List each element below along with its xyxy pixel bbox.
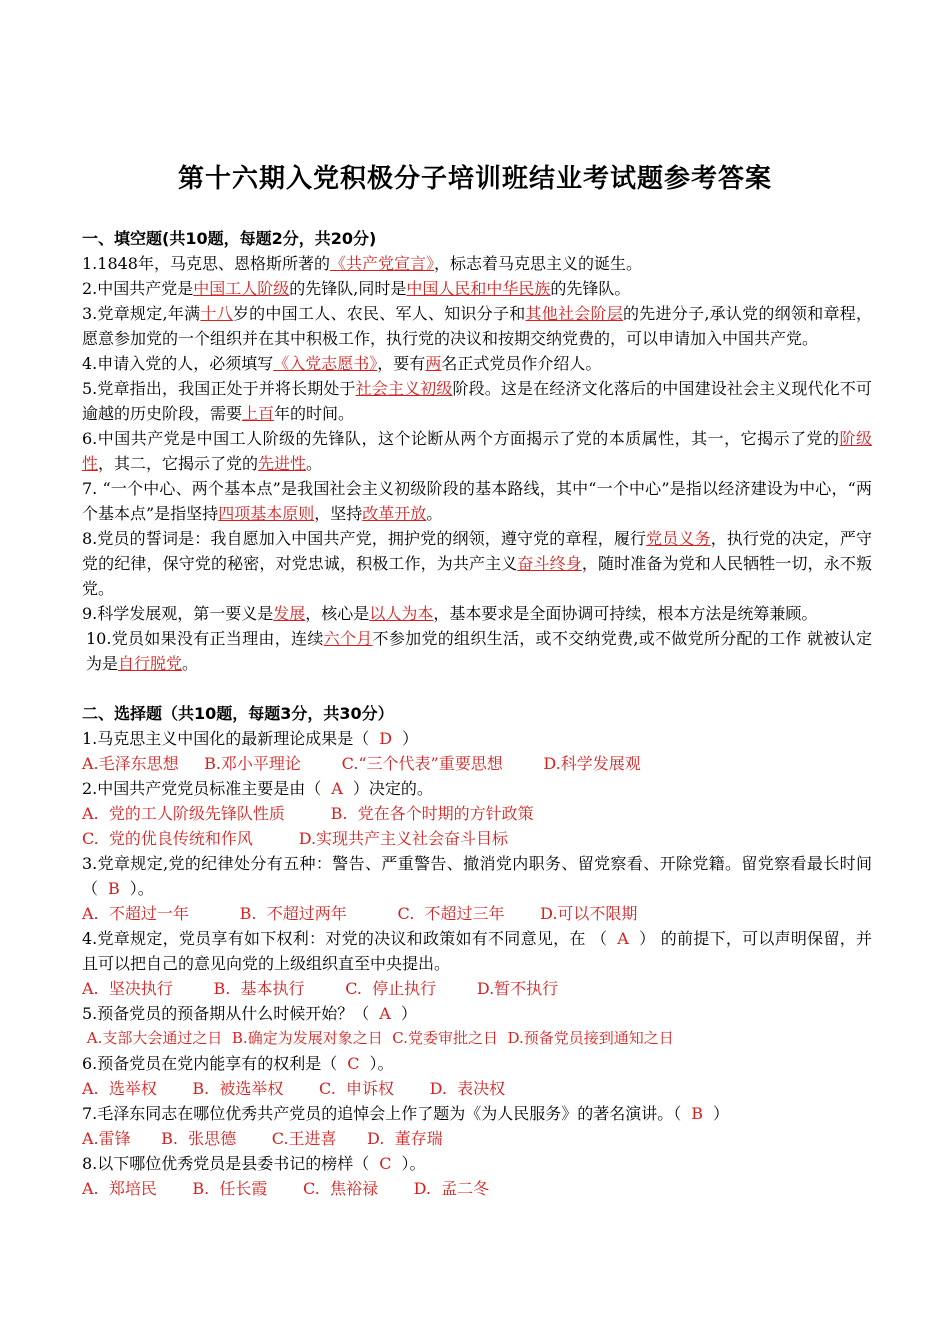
question-text: 2.中国共产党党员标准主要是由（	[82, 779, 322, 798]
choice-question-6	[82, 1051, 872, 1076]
answer-letter: C	[347, 1054, 360, 1073]
fill-question-7	[82, 476, 872, 526]
question-text: ） 的前提下，可以声明保留，并且可以把自己的意见向党的上级组织直至中央提出。	[82, 929, 872, 973]
answer-blank: 中国工人阶级	[193, 279, 290, 298]
fill-question-5	[82, 376, 872, 426]
answer-blank: 社会主义初级	[355, 379, 453, 398]
question-text: 不参加党的组织生活，或不交纳党费,或不做党所分配的工作 就被认定为是	[86, 629, 872, 673]
question-text: 9.科学发展观，第一要义是	[82, 604, 274, 623]
choice-options-3: A. 不超过一年 B. 不超过两年 C. 不超过三年 D.可以不限期	[82, 904, 638, 923]
question-text: 10.党员如果没有正当理由，连续	[86, 629, 324, 648]
choice-question-1	[82, 726, 872, 751]
choice-options-2b: C. 党的优良传统和作风 D.实现共产主义社会奋斗目标	[82, 829, 509, 848]
question-text: ，核心是	[305, 604, 370, 623]
question-text: 年的时间。	[274, 404, 355, 423]
question-text: 的先锋队,同时是	[289, 279, 407, 298]
section-choice-heading: 二、选择题（共10题，每题3分，共30分）	[82, 704, 394, 723]
question-text: 4.党章规定，党员享有如下权利：对党的决议和政策如有不同意见，在 （	[82, 929, 608, 948]
spacer	[82, 676, 872, 701]
answer-letter: B	[691, 1104, 704, 1123]
fill-question-4	[82, 351, 872, 376]
question-text: ，执行党的决定，严守党的纪律，保守党的秘密，对党忠诚，积极工作，为共产主义	[82, 529, 872, 573]
fill-question-8	[82, 526, 872, 601]
question-text: 3.党章规定,年满	[82, 304, 201, 323]
answer-blank: 两	[425, 354, 442, 373]
page-title: 第十六期入党积极分子培训班结业考试题参考答案	[177, 164, 772, 194]
section-fill-blank-heading: 一、填空题(共10题，每题2分，共20分)	[82, 229, 377, 248]
question-text: 。	[182, 654, 199, 673]
question-text: 5.预备党员的预备期从什么时候开始？（	[82, 1004, 370, 1023]
answer-blank: 党员义务	[646, 529, 711, 548]
choice-options-7: A.雷锋 B. 张思德 C.王进喜 D. 董存瑞	[82, 1129, 443, 1148]
choice-question-4	[82, 926, 872, 976]
question-text: 4.申请入党的人，必须填写	[82, 354, 274, 373]
question-text: ）	[402, 729, 419, 748]
choice-options-4: A. 坚决执行 B. 基本执行 C. 停止执行 D.暂不执行	[82, 979, 559, 998]
question-text: 。	[426, 504, 443, 523]
fill-question-9	[82, 601, 872, 626]
choice-question-3	[82, 851, 872, 901]
answer-letter: B	[108, 879, 120, 898]
question-text: 7.毛泽东同志在哪位优秀共产党员的追悼会上作了题为《为人民服务》的著名演讲。（	[82, 1104, 682, 1123]
fill-question-10	[82, 626, 872, 676]
answer-letter: D	[379, 729, 393, 748]
choice-options-8: A. 郑培民 B. 任长霞 C. 焦裕禄 D. 孟二冬	[82, 1179, 490, 1198]
question-text: 2.中国共产党是	[82, 279, 194, 298]
answer-blank: 奋斗终身	[517, 554, 582, 573]
answer-letter: A	[379, 1004, 391, 1023]
answer-blank: 六个月	[323, 629, 373, 648]
answer-blank: 以人为本	[369, 604, 434, 623]
choice-question-2	[82, 776, 872, 801]
question-text: 岁的中国工人、农民、军人、知识分子和	[232, 304, 526, 323]
question-text: ，基本要求是全面协调可持续，根本方法是统筹兼顾。	[433, 604, 818, 623]
choice-question-8	[82, 1151, 872, 1176]
answer-blank: 十八	[200, 304, 233, 323]
question-text: 5.党章指出，我国正处于并将长期处于	[82, 379, 356, 398]
question-text: 8.党员的誓词是：我自愿加入中国共产党，拥护党的纲领，遵守党的章程，履行	[82, 529, 647, 548]
answer-blank: 中国人民和中华民族	[406, 279, 551, 298]
answer-blank: 阶级性	[82, 429, 872, 473]
question-text: 3.党章规定,党的纪律处分有五种：警告、严重警告、撤消党内职务、留党察看、开除党籍。留党察看最长时间（	[82, 854, 872, 898]
question-text: 6.预备党员在党内能享有的权利是（	[82, 1054, 338, 1073]
fill-question-6	[82, 426, 872, 476]
question-text: 阶段。这是在经济文化落后的中国建设社会主义现代化不可逾越的历史阶段，需要	[82, 379, 872, 423]
choice-question-5	[82, 1001, 872, 1026]
question-text: ）决定的。	[352, 779, 433, 798]
answer-blank: 上百	[242, 404, 275, 423]
answer-letter: A	[331, 779, 343, 798]
choice-options-6: A. 选举权 B. 被选举权 C. 申诉权 D. 表决权	[82, 1079, 506, 1098]
question-text: 7. “一个中心、两个基本点”是我国社会主义初级阶段的基本路线，其中“一个中心”是指以经济建设为中心，“两个基本点”是指坚持	[82, 479, 872, 523]
question-text: ，坚持	[314, 504, 363, 523]
question-text: ）。	[401, 1154, 426, 1173]
answer-blank: 其他社会阶层	[525, 304, 624, 323]
question-text: 。	[306, 454, 323, 473]
question-text: 1.1848年，马克思、恩格斯所著的	[82, 254, 330, 273]
answer-blank: 《入党志愿书》	[273, 354, 378, 373]
answer-blank: 先进性	[258, 454, 307, 473]
choice-options-2a: A. 党的工人阶级先锋队性质 B. 党在各个时期的方针政策	[82, 804, 534, 823]
fill-question-2	[82, 276, 872, 301]
question-text: ，标志着马克思主义的诞生。	[434, 254, 643, 273]
question-text: 的先进分子,承认党的纲领和章程，愿意参加党的一个组织并在其中积极工作，执行党的决议和按期交纳党费的，可以申请加入中国共产党。	[82, 304, 872, 348]
answer-blank: 自行脱党	[118, 654, 183, 673]
choice-question-7	[82, 1101, 872, 1126]
question-text: ）	[713, 1104, 730, 1123]
question-text: ，其二，它揭示了党的	[98, 454, 259, 473]
question-text: ）	[400, 1004, 417, 1023]
fill-question-1	[82, 251, 872, 276]
question-text: 8.以下哪位优秀党员是县委书记的榜样（	[82, 1154, 370, 1173]
choice-options-5: A.支部大会通过之日 B.确定为发展对象之日 C.党委审批之日 D.预备党员接到通知之日	[82, 1029, 674, 1047]
question-text: ）。	[369, 1054, 394, 1073]
question-text: 名正式党员作介绍人。	[441, 354, 602, 373]
question-text: ）。	[129, 879, 154, 898]
question-text: ，随时准备为党和人民牺牲一切，永不叛党。	[82, 554, 872, 598]
question-text: ，要有	[377, 354, 426, 373]
answer-blank: 改革开放	[362, 504, 427, 523]
choice-options-1: A.毛泽东思想 B.邓小平理论 C.“三个代表”重要思想 D.科学发展观	[82, 754, 641, 773]
document-body	[82, 226, 872, 1201]
answer-blank: 《共产党宣言》	[330, 254, 435, 273]
fill-question-3	[82, 301, 872, 351]
answer-letter: A	[617, 929, 629, 948]
answer-letter: C	[379, 1154, 392, 1173]
question-text: 的先锋队。	[550, 279, 631, 298]
answer-blank: 四项基本原则	[218, 504, 315, 523]
answer-blank: 发展	[273, 604, 306, 623]
question-text: 6.中国共产党是中国工人阶级的先锋队，这个论断从两个方面揭示了党的本质属性，其一，它揭示了党的	[82, 429, 840, 448]
question-text: 1.马克思主义中国化的最新理论成果是（	[82, 729, 370, 748]
